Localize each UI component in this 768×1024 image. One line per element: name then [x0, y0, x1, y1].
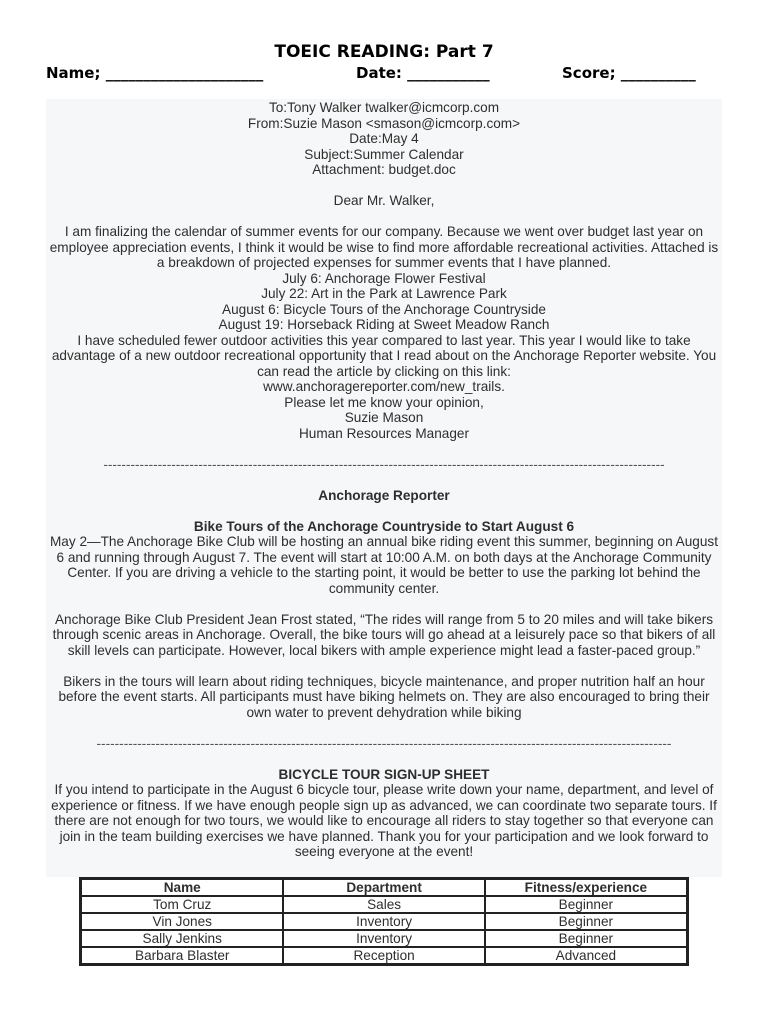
table-cell: Inventory [283, 930, 484, 947]
section-divider: ---------------------------------------------------------------------------------------------------------------------------- [103, 456, 665, 472]
column-header: Name [81, 879, 283, 896]
table-row [81, 896, 687, 913]
section-divider: ------------------------------------------------------------------------------------------------------------------------------- [96, 735, 672, 751]
email-greeting: Dear Mr. Walker, [333, 193, 435, 208]
table-cell: Beginner [485, 896, 687, 913]
email-body: I have scheduled fewer outdoor activities this year compared to last year. This year I would like to take advantage of a new outdoor recreational opportunity that I read about on the Anchorage Reporter website. You can read the article by clicking on this link: [51, 332, 717, 379]
signup-heading: BICYCLE TOUR SIGN-UP SHEET [278, 766, 490, 782]
table-cell: Beginner [485, 913, 687, 930]
table-cell: Inventory [283, 913, 484, 930]
email-date: Date:May 4 [349, 131, 419, 146]
reading-passage [46, 99, 722, 877]
event-item: August 19: Horseback Riding at Sweet Meadow Ranch [218, 317, 550, 332]
date-field: Date: ___________ [356, 64, 490, 82]
event-item: August 6: Bicycle Tours of the Anchorage Countryside [222, 301, 546, 317]
table-cell: Sales [283, 896, 484, 913]
table-cell: Advanced [485, 947, 687, 964]
email-subject: Subject:Summer Calendar [304, 146, 464, 162]
table-cell: Tom Cruz [81, 896, 283, 913]
publication-name: Anchorage Reporter [318, 487, 450, 503]
table-cell: Sally Jenkins [81, 930, 283, 947]
email-from: From:Suzie Mason <smason@icmcorp.com> [247, 115, 521, 131]
email-to: To:Tony Walker twalker@icmcorp.com [268, 100, 500, 115]
event-item: July 22: Art in the Park at Lawrence Park [261, 286, 507, 301]
sender-title: Human Resources Manager [298, 425, 469, 441]
table-row [81, 947, 687, 964]
table-cell: Barbara Blaster [81, 947, 283, 964]
table-row [81, 930, 687, 947]
article-paragraph: Bikers in the tours will learn about riding techniques, bicycle maintenance, and proper nutrition half an hour before the event starts. All participants must have biking helmets on. They are also encouraged to bring their own water to prevent dehydration while biking [58, 673, 710, 720]
email-attachment: Attachment: budget.doc [312, 162, 456, 177]
table-header-row [81, 879, 687, 896]
table-cell: Beginner [485, 930, 687, 947]
article-paragraph: May 2—The Anchorage Bike Club will be hosting an annual bike riding event this summer, beginning on August 6 and running through August 7. The event will start at 10:00 A.M. on both days at the Anchorage Community Center. If you are driving a vehicle to the starting point, it would be better to use the parking lot behind the community center. [49, 534, 718, 596]
event-item: July 6: Anchorage Flower Festival [282, 270, 486, 286]
article-paragraph: Anchorage Bike Club President Jean Frost stated, “The rides will range from 5 to 20 miles and will take bikers through scenic areas in Anchorage. Overall, the bike tours will go ahead at a leisurely pace so that bikers of all skill levels can participate. However, local bikers with ample experience might lead a faster-paced group.” [52, 611, 716, 658]
article-headline: Bike Tours of the Anchorage Countryside to Start August 6 [193, 518, 575, 534]
signup-instructions: If you intend to participate in the August 6 bicycle tour, please write down your name, department, and level of experience or fitness. If we have enough people sign up as advanced, we can coordinate two separate tours. If there are not enough for two tours, we would like to encourage all riders to stay together so that everyone can join in the team building exercises we have planned. Thank you for your participation and we look forward to seeing everyone at the event! [51, 782, 717, 859]
table-row [81, 913, 687, 930]
signup-table [79, 877, 689, 966]
email-closing: Please let me know your opinion, [284, 394, 484, 410]
column-header: Department [283, 879, 484, 896]
score-field: Score; __________ [562, 64, 696, 82]
column-header: Fitness/experience [485, 879, 687, 896]
page-title: TOEIC READING: Part 7 [274, 42, 494, 62]
name-field: Name; _____________________ [46, 64, 264, 82]
table-cell: Vin Jones [81, 913, 283, 930]
table-cell: Reception [283, 947, 484, 964]
sender-name: Suzie Mason [344, 410, 424, 425]
article-link: www.anchoragereporter.com/new_trails. [263, 379, 505, 394]
email-intro: I am finalizing the calendar of summer events for our company. Because we went over budget last year on employee appreciation events, I think it would be wise to find more affordable recreational activities. Attached is a breakdown of projected expenses for summer events that I have planned. [49, 224, 719, 270]
